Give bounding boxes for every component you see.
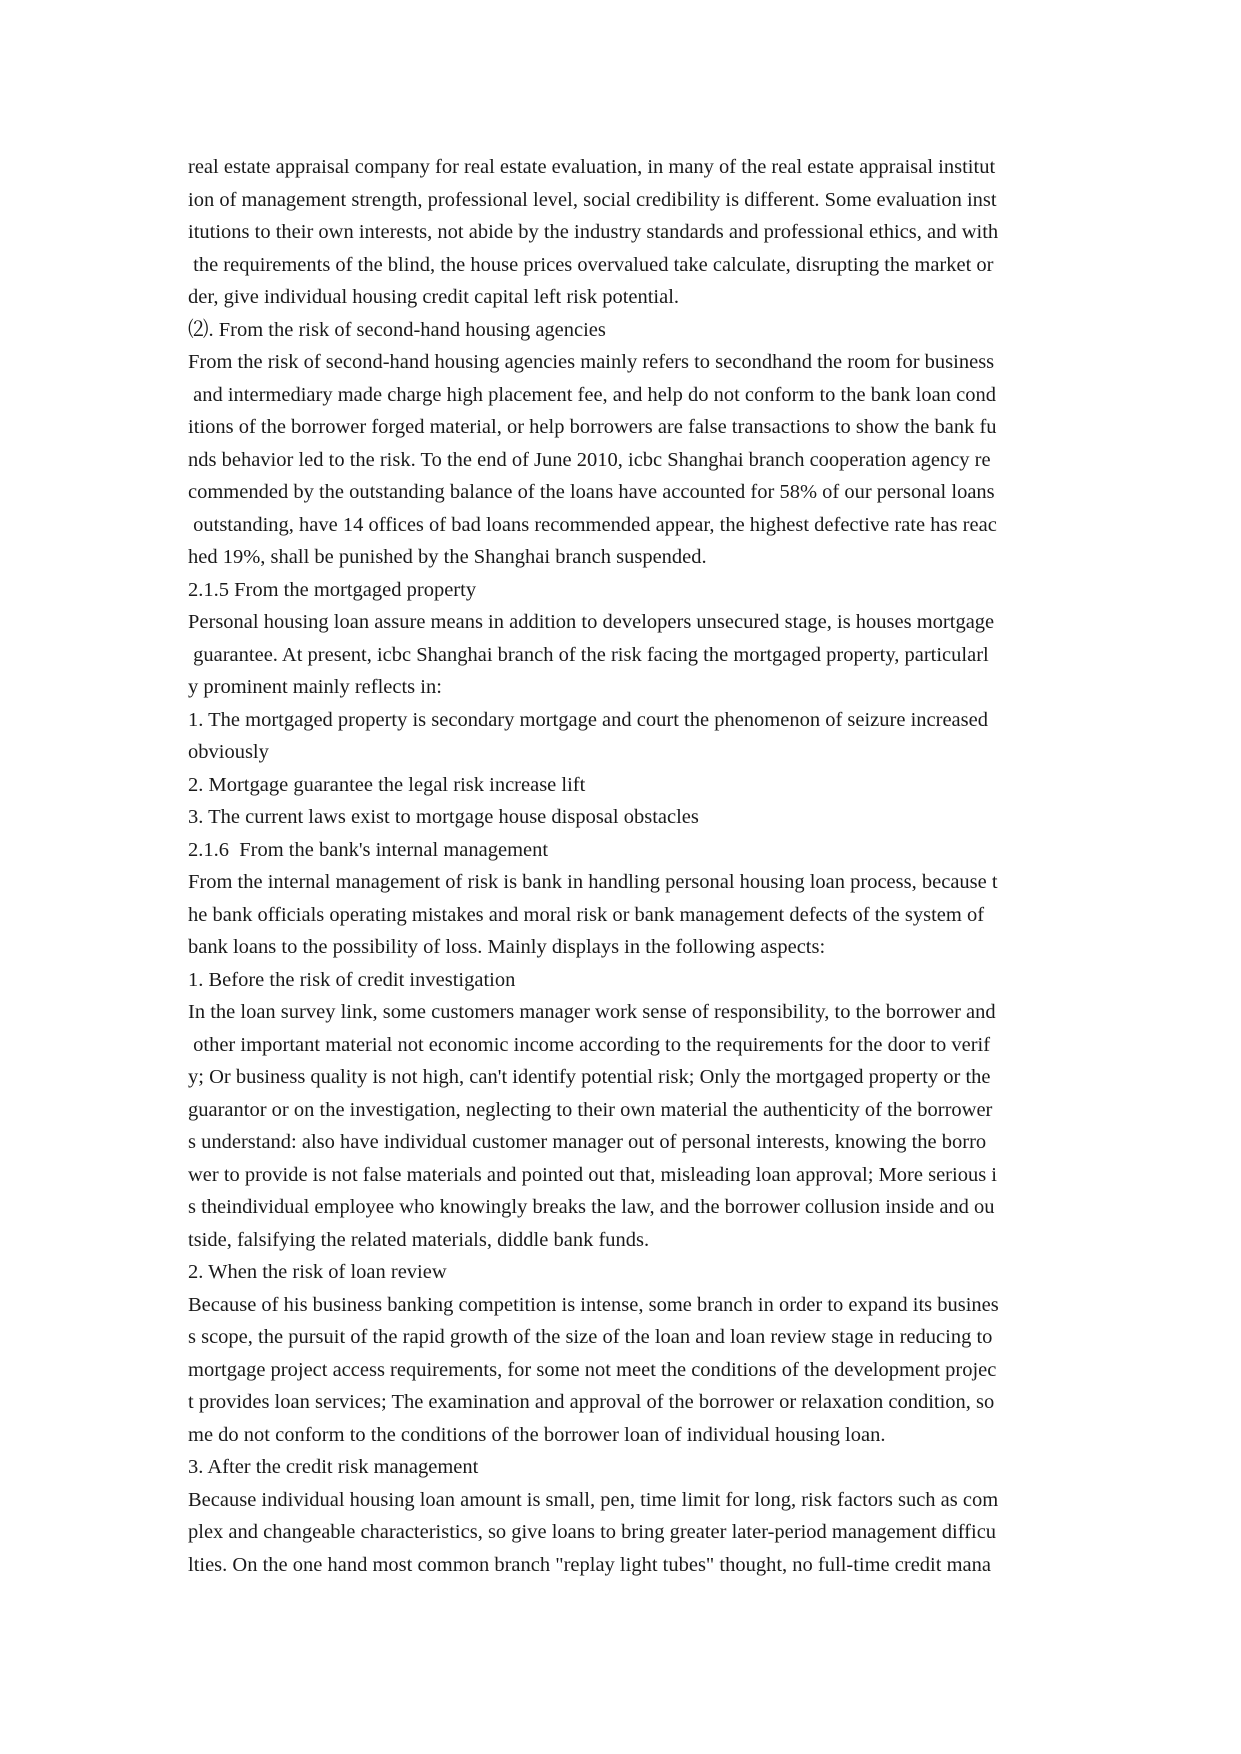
text-line: 1. The mortgaged property is secondary mortgage and court the phenomenon of seizure increased xyxy=(188,708,988,731)
text-line: 3. The current laws exist to mortgage house disposal obstacles xyxy=(188,806,699,828)
text-line: Because of his business banking competition is intense, some branch in order to expand its busines xyxy=(188,1293,999,1316)
text-line: mortgage project access requirements, for some not meet the conditions of the development projec xyxy=(188,1358,997,1381)
text-line: 1. Before the risk of credit investigation xyxy=(188,968,516,991)
text-line: s theindividual employee who knowingly breaks the law, and the borrower collusion inside and ou xyxy=(188,1196,995,1218)
text-line: commended by the outstanding balance of the loans have accounted for 58% of our personal loans xyxy=(188,481,995,503)
text-line: In the loan survey link, some customers manager work sense of responsibility, to the borrower and xyxy=(188,1001,996,1023)
text-line: wer to provide is not false materials and pointed out that, misleading loan approval; More serious i xyxy=(188,1163,997,1186)
text-line: Personal housing loan assure means in addition to developers unsecured stage, is houses mortgage xyxy=(188,611,995,633)
text-line: he bank officials operating mistakes and moral risk or bank management defects of the system of xyxy=(188,903,985,926)
text-line: the requirements of the blind, the house prices overvalued take calculate, disrupting the market or xyxy=(188,253,994,276)
text-line: From the internal management of risk is bank in handling personal housing loan process, because t xyxy=(188,871,998,893)
text-line: real estate appraisal company for real estate evaluation, in many of the real estate appraisal institut xyxy=(188,156,996,178)
text-line: lties. On the one hand most common branch "replay light tubes" thought, no full-time credit mana xyxy=(188,1553,991,1576)
text-line: 2.1.5 From the mortgaged property xyxy=(188,578,477,601)
text-line: bank loans to the possibility of loss. Mainly displays in the following aspects: xyxy=(188,936,826,958)
text-line: nds behavior led to the risk. To the end of June 2010, icbc Shanghai branch cooperation agency re xyxy=(188,448,991,471)
text-line: y; Or business quality is not high, can't identify potential risk; Only the mortgaged property or the xyxy=(188,1066,991,1088)
text-line: ion of management strength, professional level, social credibility is different. Some evaluation inst xyxy=(188,188,997,211)
text-line: plex and changeable characteristics, so give loans to bring greater later-period management difficu xyxy=(188,1521,997,1543)
text-line: tside, falsifying the related materials, diddle bank funds. xyxy=(188,1228,650,1251)
text-line: der, give individual housing credit capital left risk potential. xyxy=(188,286,680,308)
text-line: and intermediary made charge high placement fee, and help do not conform to the bank loan cond xyxy=(188,383,996,406)
text-line: guarantee. At present, icbc Shanghai branch of the risk facing the mortgaged property, particularl xyxy=(188,643,989,666)
text-line: itutions to their own interests, not abide by the industry standards and professional ethics, and with xyxy=(188,221,999,243)
text-line: other important material not economic income according to the requirements for the door to verif xyxy=(188,1033,991,1056)
text-line: outstanding, have 14 offices of bad loans recommended appear, the highest defective rate has reac xyxy=(188,513,997,536)
text-line: 2. Mortgage guarantee the legal risk increase lift xyxy=(188,773,586,796)
text-line: t provides loan services; The examination and approval of the borrower or relaxation condition, so xyxy=(188,1391,995,1413)
document-body-text xyxy=(188,151,1078,1581)
text-line: y prominent mainly reflects in: xyxy=(188,676,442,698)
text-line: me do not conform to the conditions of the borrower loan of individual housing loan. xyxy=(188,1423,886,1446)
text-line: guarantor or on the investigation, neglecting to their own material the authenticity of the borrower xyxy=(188,1098,993,1121)
text-line: Because individual housing loan amount is small, pen, time limit for long, risk factors such as com xyxy=(188,1488,999,1511)
text-line: s scope, the pursuit of the rapid growth of the size of the loan and loan review stage in reducing to xyxy=(188,1326,993,1348)
text-line: 3. After the credit risk management xyxy=(188,1456,479,1478)
text-line: itions of the borrower forged material, or help borrowers are false transactions to show the bank fu xyxy=(188,416,997,438)
text-line: 2. When the risk of loan review xyxy=(188,1261,447,1283)
text-line: From the risk of second-hand housing agencies mainly refers to secondhand the room for business xyxy=(188,351,995,373)
text-line: s understand: also have individual customer manager out of personal interests, knowing the borro xyxy=(188,1131,987,1153)
text-line: hed 19%, shall be punished by the Shanghai branch suspended. xyxy=(188,546,707,568)
text-line: 2.1.6 From the bank's internal management xyxy=(188,838,549,861)
text-line: obviously xyxy=(188,741,269,763)
text-line: ⑵. From the risk of second-hand housing agencies xyxy=(188,318,606,341)
